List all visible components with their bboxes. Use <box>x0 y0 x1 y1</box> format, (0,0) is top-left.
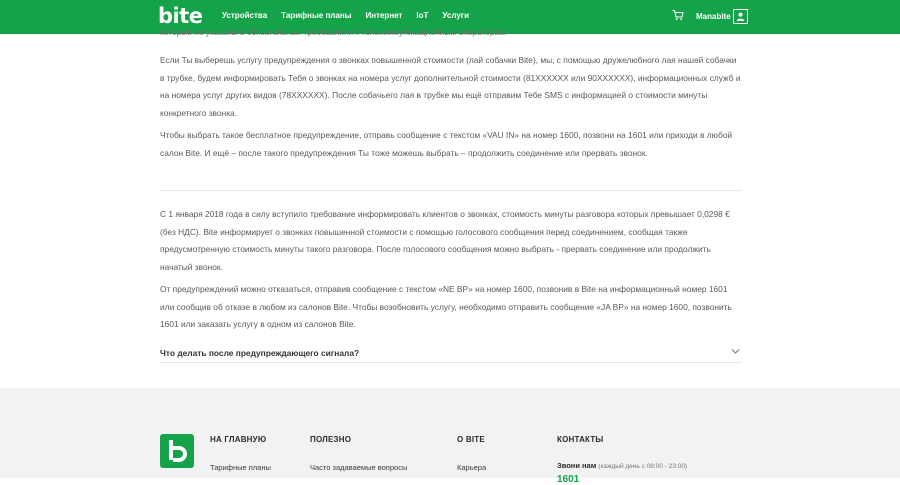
chevron-down-icon <box>731 348 740 355</box>
nav-services[interactable]: Услуги <box>442 11 470 20</box>
paragraph-opt-out: От предупреждений можно отказаться, отправив сообщение с текстом «NE BP» на номер 1600, позвонив в Bite на информационный номер 1601 или сообщив об отказе в любом из салонов Bite. Чтобы возобновить услугу, необходимо отправить сообщение «JA BP» на номер 1600, позвонить 1601 или заказать услугу в одном из салонов Bite. <box>160 284 732 329</box>
bite-logo[interactable]: bite <box>158 4 203 28</box>
clipped-paragraph <box>160 27 742 42</box>
call-hours: (каждый день с 08:00 - 23:00) <box>598 463 688 470</box>
footer-link-careers[interactable]: Карьера <box>457 463 487 472</box>
footer-col-home <box>210 435 271 472</box>
call-label: Звони нам <box>557 461 597 470</box>
nav-devices[interactable]: Устройства <box>222 11 268 20</box>
footer-col-about <box>457 435 486 472</box>
faq-question: Что делать после предупреждающего сигнала? <box>160 348 360 358</box>
nav-tariffs[interactable]: Тарифные планы <box>281 11 352 20</box>
footer-link-tariffs[interactable]: Тарифные планы <box>210 463 271 472</box>
footer-heading-useful: ПОЛЕЗНО <box>310 435 352 444</box>
footer-col-useful <box>310 435 407 472</box>
clipped-text: которые не указаны в обязательных требованиях к телекоммуникационным операторам. <box>160 27 508 37</box>
user-account-button[interactable] <box>733 9 748 24</box>
footer-link-faq[interactable]: Часто задаваемые вопросы <box>310 463 408 472</box>
main-nav <box>222 10 483 22</box>
section-divider <box>160 190 742 191</box>
faq-accordion[interactable] <box>160 344 742 363</box>
paragraph-free-warning: Чтобы выбрать такое бесплатное предупреждение, отправь сообщение с текстом «VAU IN» на номер 1600, позвони на 1601 или приходи в любой салон Bite. И ещё – после такого предупреждения Ты тоже можешь выбрать – продолжить соединение или прервать звонок. <box>160 130 733 158</box>
user-name-link[interactable]: Manabite <box>696 12 731 21</box>
footer-call-us <box>557 461 687 470</box>
footer-logo[interactable] <box>160 434 194 468</box>
user-icon <box>736 12 745 21</box>
footer-heading-about: О BITE <box>457 435 485 444</box>
cart-icon[interactable] <box>672 9 684 21</box>
footer-phone-number[interactable]: 1601 <box>557 474 580 485</box>
bite-b-icon <box>160 434 194 468</box>
nav-internet[interactable]: Интернет <box>365 11 403 20</box>
nav-iot[interactable]: IoT <box>416 11 429 20</box>
footer-col-contacts <box>557 435 688 485</box>
footer <box>0 388 900 485</box>
paragraph-2018-requirement: С 1 января 2018 года в силу вступило требование информировать клиентов о звонках, стоимость минуты разговора которых превышает 0,0298 € (без НДС). Bite информирует о звонках повышенной стоимости с помощью голосового сообщения перед соединением, сообщая также предусмотренную стоимость минуты такого разговора. После голосового сообщения можно выбрать - прервать соединение или продолжить начатый звонок. <box>160 209 730 272</box>
footer-heading-home[interactable]: НА ГЛАВНУЮ <box>210 435 267 444</box>
paragraph-dog-bark: Если Ты выберешь услугу предупреждения о звонках повышенной стоимости (лай собачки Bite), мы, с помощью дружелюбного лая нашей собачки в трубке, будем информировать Тебя о звонках на номера услуг дополнительной стоимости (81XXXXXX или 90XXXXXX), информационных служб и на номера услуг других видов (78XXXXXX). После собачьего лая в трубке мы ещё отправим Тебе SMS с информацией о стоимости минуты конкретного звонка. <box>160 55 741 118</box>
footer-heading-contacts: КОНТАКТЫ <box>557 435 604 444</box>
